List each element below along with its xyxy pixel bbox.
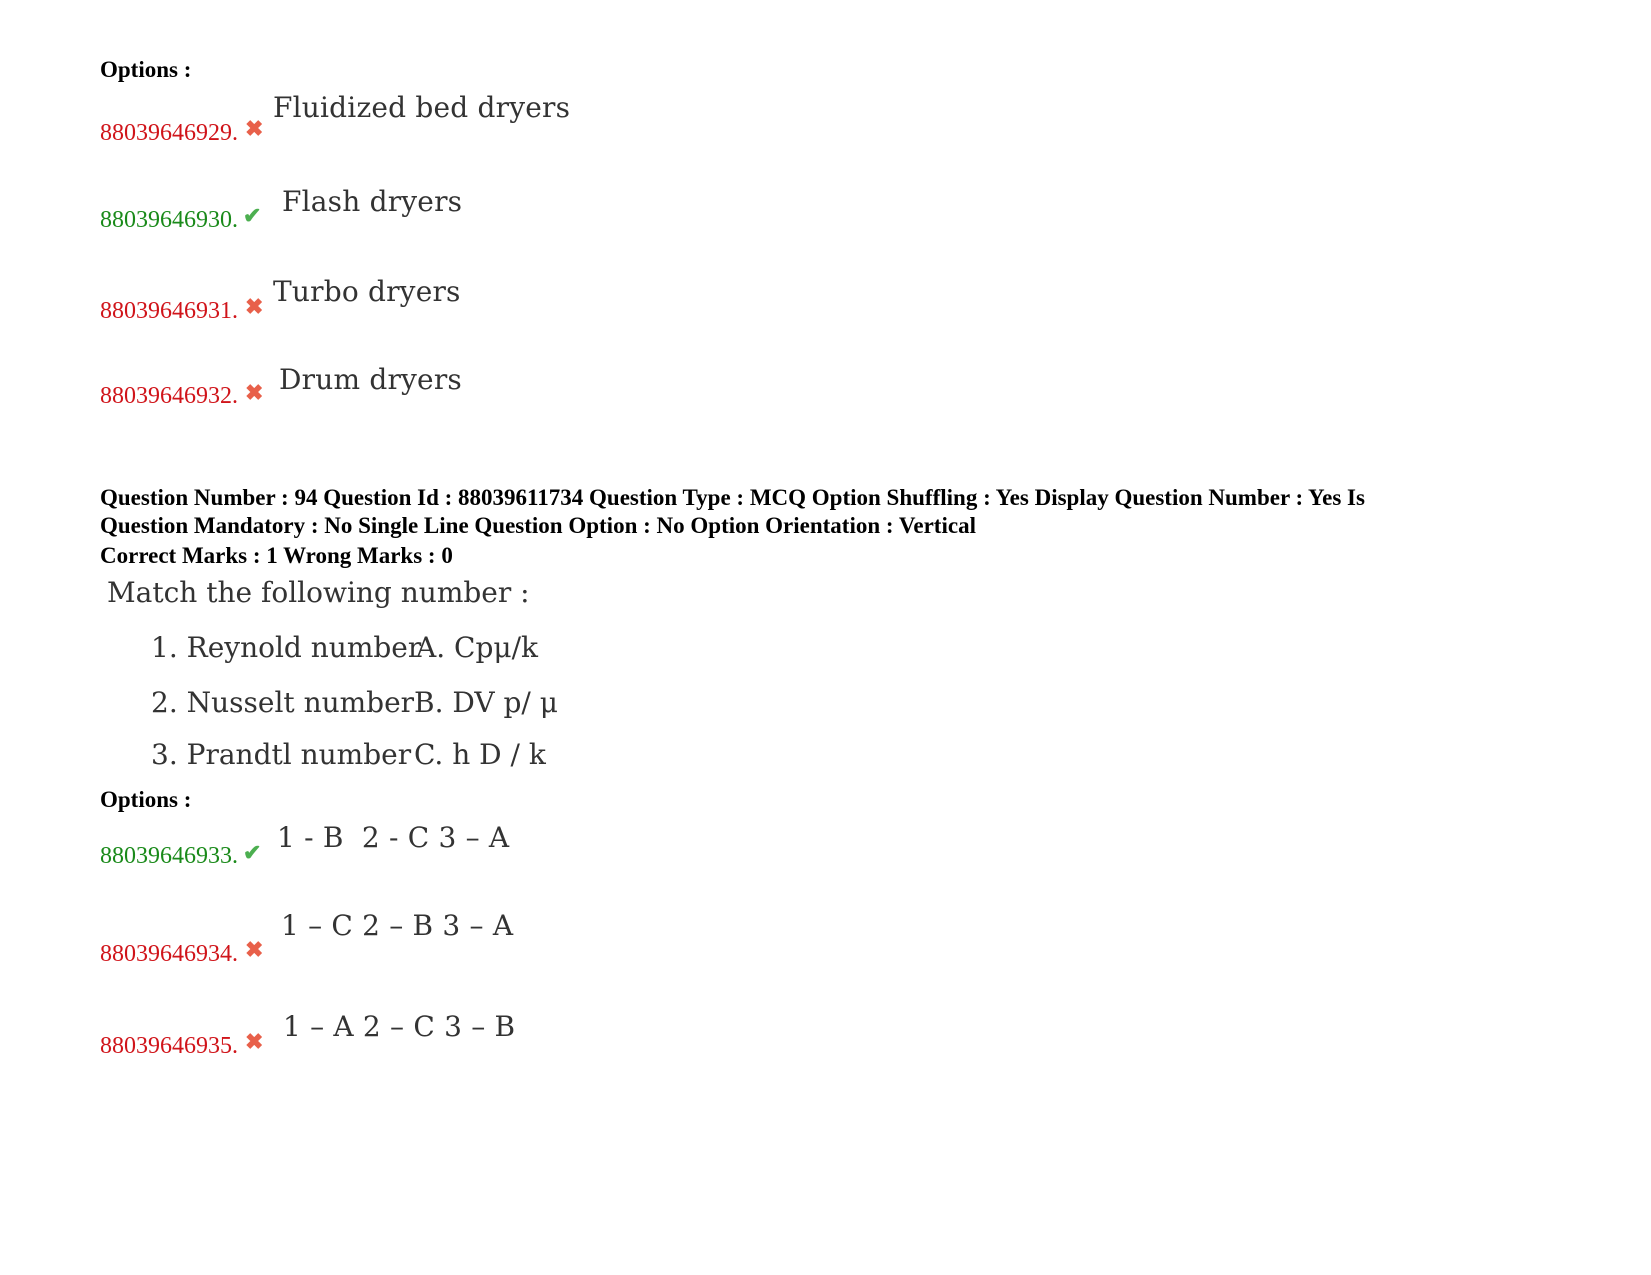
cross-icon: ✖	[245, 294, 264, 319]
question-meta-line1: Question Number : 94 Question Id : 88039611734 Question Type : MCQ Option Shuffling : Yes Display Question Number : Yes Is	[100, 485, 1365, 510]
check-icon: ✔	[243, 203, 262, 228]
option-id: 88039646932.	[100, 383, 238, 409]
option-text: 1 – A 2 – C 3 – B	[283, 1010, 516, 1043]
options-label: Options :	[100, 787, 192, 812]
option-id: 88039646929.	[100, 120, 238, 146]
match-left: 1. Reynold number	[151, 631, 422, 664]
cross-icon: ✖	[245, 1029, 264, 1054]
option-id: 88039646935.	[100, 1033, 238, 1059]
options-label: Options :	[100, 57, 192, 82]
match-right: B. DV p/ μ	[414, 686, 558, 719]
option-id: 88039646934.	[100, 941, 238, 967]
cross-icon: ✖	[245, 116, 264, 141]
cross-icon: ✖	[245, 937, 264, 962]
option-id: 88039646931.	[100, 298, 238, 324]
question-meta-line2: Question Mandatory : No Single Line Question Option : No Option Orientation : Vertical	[100, 513, 976, 538]
option-id: 88039646930.	[100, 207, 238, 233]
option-text: 1 - B 2 - C 3 – A	[277, 821, 510, 854]
match-left: 2. Nusselt number	[151, 686, 415, 719]
check-icon: ✔	[243, 840, 262, 865]
match-left: 3. Prandtl number	[151, 738, 412, 771]
question-prompt: Match the following number :	[107, 576, 530, 609]
marks-line: Correct Marks : 1 Wrong Marks : 0	[100, 543, 453, 568]
option-text: Fluidized bed dryers	[273, 91, 571, 124]
option-text: Flash dryers	[282, 185, 463, 218]
option-text: Turbo dryers	[273, 275, 461, 308]
question-meta	[100, 484, 1560, 540]
match-right: A. Cpμ/k	[416, 631, 538, 664]
cross-icon: ✖	[245, 380, 264, 405]
option-text: Drum dryers	[279, 363, 462, 396]
match-right: C. h D / k	[414, 738, 546, 771]
option-id: 88039646933.	[100, 843, 238, 869]
option-text: 1 – C 2 – B 3 – A	[281, 909, 514, 942]
